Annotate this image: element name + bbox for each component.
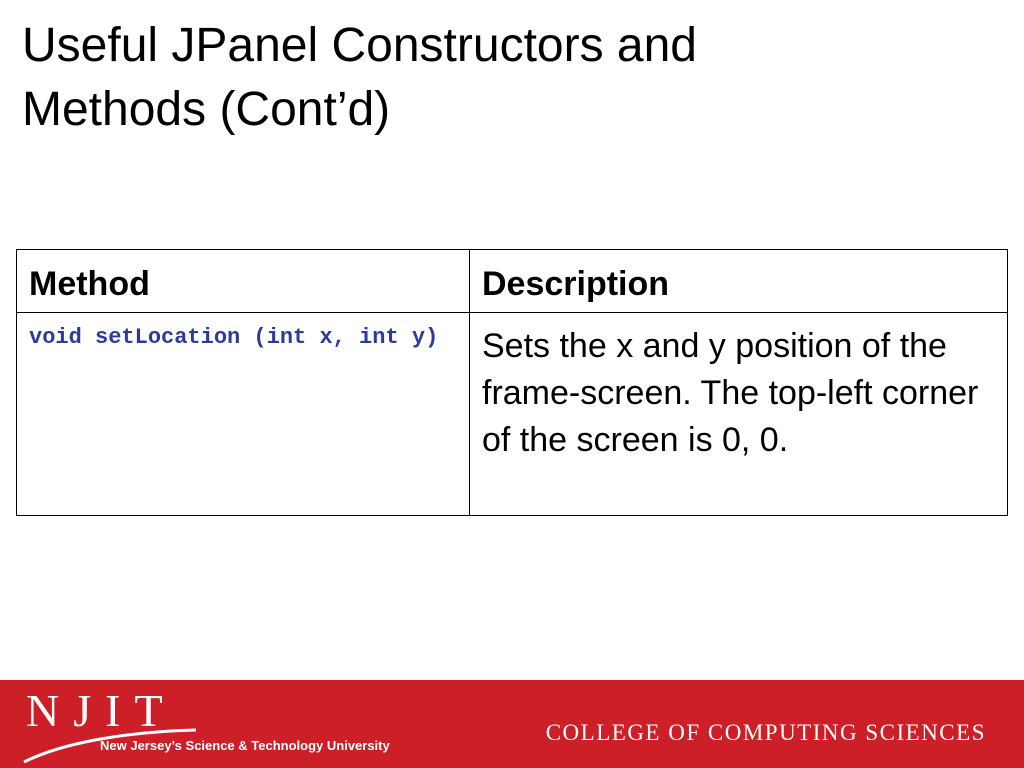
- method-signature: void setLocation (int x, int y): [17, 313, 470, 516]
- slide-title-line-1: Useful JPanel Constructors and: [22, 19, 697, 72]
- njit-logo: NJIT: [26, 685, 177, 736]
- footer-banner: [0, 680, 1024, 768]
- slide-title-line-2: Methods (Cont’d): [22, 83, 391, 136]
- method-column-header: Method: [17, 250, 470, 313]
- description-column-header: Description: [470, 250, 1008, 313]
- slide-title: [22, 14, 1002, 142]
- method-description: Sets the x and y position of the frame-screen. The top-left corner of the screen is 0, 0.: [470, 313, 1008, 516]
- table-header-row: [17, 250, 1008, 313]
- college-name: COLLEGE OF COMPUTING SCIENCES: [545, 720, 986, 745]
- university-tagline: New Jersey’s Science & Technology University: [100, 738, 390, 753]
- methods-table: [16, 249, 1008, 516]
- njit-swoosh-icon: [20, 704, 200, 766]
- table-row: [17, 313, 1008, 516]
